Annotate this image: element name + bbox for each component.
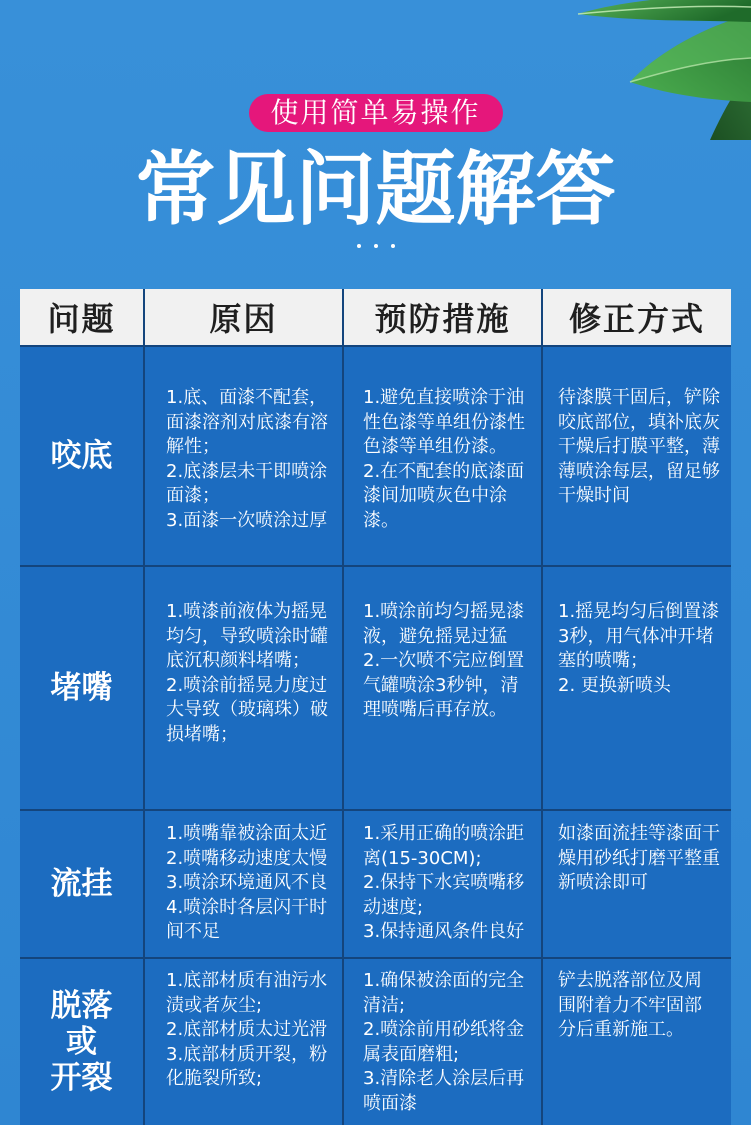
header-label: 预防措施 xyxy=(374,300,511,338)
problem-cell xyxy=(20,347,143,565)
leaf xyxy=(578,0,751,22)
cause-cell xyxy=(145,811,342,957)
cause-cell xyxy=(145,567,342,809)
prevention-cell xyxy=(344,811,541,957)
header-cell-fix xyxy=(543,289,731,345)
header-cell-prevention xyxy=(344,289,541,345)
fix-cell xyxy=(543,567,731,809)
header-label: 问题 xyxy=(47,300,116,338)
header-label: 修正方式 xyxy=(568,300,705,338)
faq-table xyxy=(20,289,731,1125)
cause-text: 1.底、面漆不配套， 面漆溶剂对底漆有溶 解性； 2.底漆层未干即喷涂 面漆； 3.面漆一次喷涂过厚 xyxy=(166,387,328,531)
cause-cell xyxy=(145,959,342,1125)
problem-cell xyxy=(20,959,143,1125)
problem-label: 咬底 xyxy=(50,438,113,474)
header-label: 原因 xyxy=(209,300,278,338)
dot xyxy=(374,244,378,248)
leaves-icon xyxy=(560,0,751,140)
fix-text: 待漆膜干固后，铲除 咬底部位，填补底灰 干燥后打膜平整，薄 薄喷涂每层，留足够 干燥时间 xyxy=(558,387,720,506)
problem-cell xyxy=(20,811,143,957)
prevention-cell xyxy=(344,567,541,809)
fix-text: 铲去脱落部位及周 围附着力不牢固部 分后重新施工。 xyxy=(558,970,702,1040)
header-cell-cause xyxy=(145,289,342,345)
cause-text: 1.喷嘴靠被涂面太近 2.喷嘴移动速度太慢 3.喷涂环境通风不良 4.喷涂时各层闪干时 间不足 xyxy=(166,823,328,942)
problem-label: 流挂 xyxy=(50,866,113,902)
leaf xyxy=(630,14,751,102)
prevention-cell xyxy=(344,959,541,1125)
cause-text: 1.底部材质有油污水 渍或者灰尘; 2.底部材质太过光滑 3.底部材质开裂，粉 化脆裂所致; xyxy=(166,970,328,1089)
fix-cell xyxy=(543,347,731,565)
fix-text: 1.摇晃均匀后倒置漆 3秒，用气体冲开堵 塞的喷嘴； 2. 更换新喷头 xyxy=(558,601,720,696)
dot xyxy=(357,244,361,248)
subtitle-badge: 使用简单易操作 xyxy=(248,94,502,132)
header-cell-problem xyxy=(20,289,143,345)
cause-text: 1.喷漆前液体为摇晃 均匀，导致喷涂时罐 底沉积颜料堵嘴； 2.喷涂前摇晃力度过 大导致（玻璃珠）破 损堵嘴； xyxy=(166,601,328,745)
problem-cell xyxy=(20,567,143,809)
fix-cell xyxy=(543,959,731,1125)
fix-cell xyxy=(543,811,731,957)
dots-divider xyxy=(0,244,751,248)
cause-cell xyxy=(145,347,342,565)
page-title: 常见问题解答 xyxy=(135,143,616,236)
prevention-text: 1.确保被涂面的完全 清洁; 2.喷涂前用砂纸将金 属表面磨粗; 3.清除老人涂层后再 喷面漆 xyxy=(363,970,525,1114)
prevention-text: 1.采用正确的喷涂距 离(15-30CM); 2.保持下水宾喷嘴移 动速度; 3.保持通风条件良好 xyxy=(363,823,525,942)
prevention-text: 1.避免直接喷涂于油 性色漆等单组份漆性 色漆等单组份漆。 2.在不配套的底漆面 漆间加喷灰色中涂 漆。 xyxy=(363,387,525,531)
prevention-text: 1.喷涂前均匀摇晃漆 液，避免摇晃过猛 2.一次喷不完应倒置 气罐喷涂3秒钟，清 理喷嘴后再存放。 xyxy=(363,601,525,720)
problem-label: 堵嘴 xyxy=(50,670,113,706)
fix-text: 如漆面流挂等漆面干 燥用砂纸打磨平整重 新喷涂即可 xyxy=(558,823,720,893)
problem-label: 脱落 或 开裂 xyxy=(50,988,113,1096)
prevention-cell xyxy=(344,347,541,565)
dot xyxy=(391,244,395,248)
